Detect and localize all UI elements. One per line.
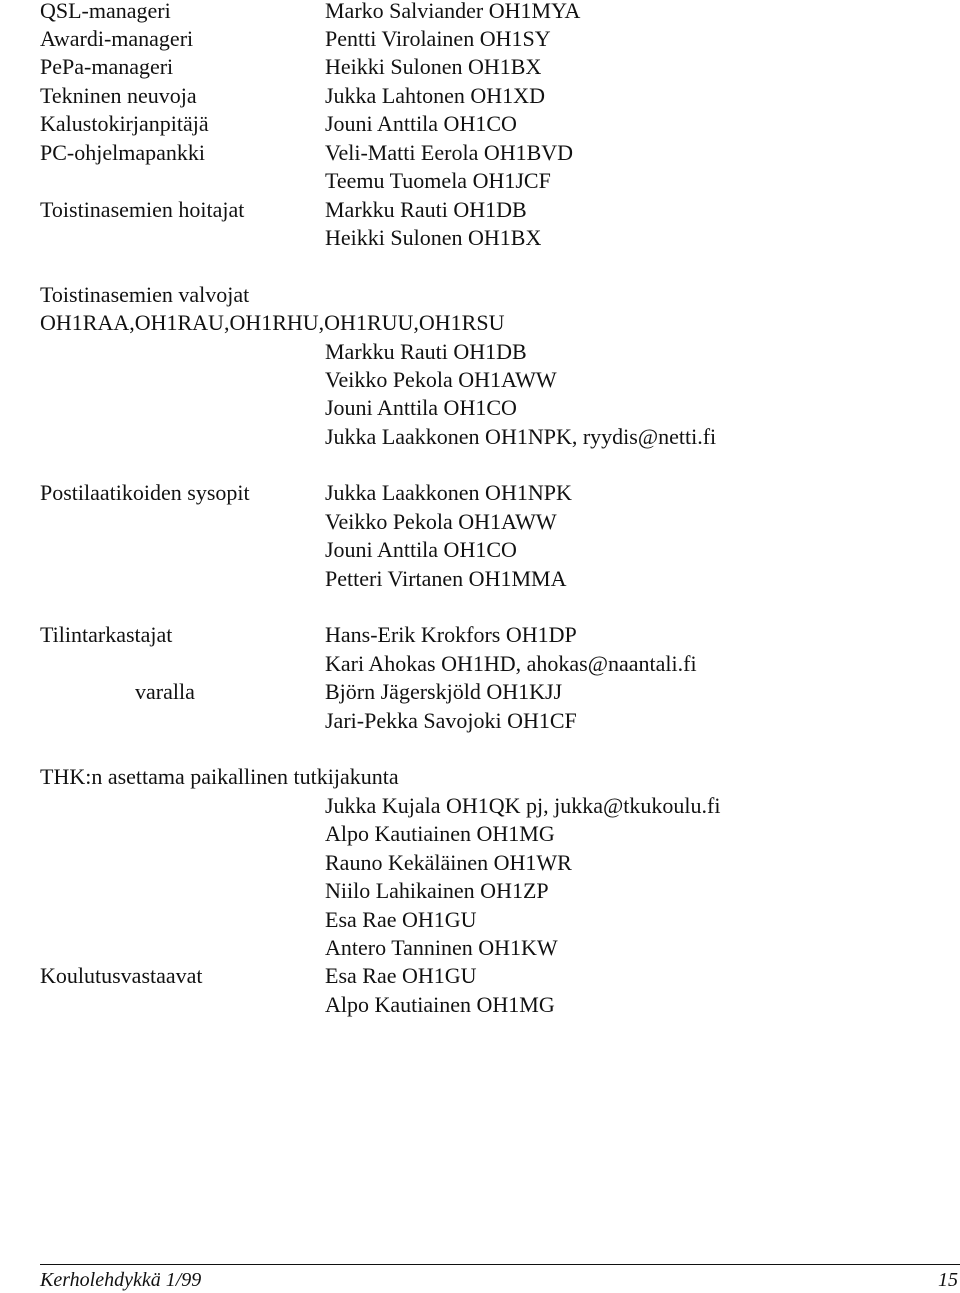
person-entry: Marko Salviander OH1MYA — [325, 0, 581, 23]
footer-publication: Kerholehdykkä 1/99 — [40, 1269, 202, 1291]
section-title-tutkijakunta: THK:n asettama paikallinen tutkijakunta — [40, 764, 399, 789]
role-kalustokirjanpitaja: Kalustokirjanpitäjä — [40, 111, 209, 136]
person-entry: Jukka Laakkonen OH1NPK, ryydis@netti.fi — [325, 424, 717, 449]
person-entry: Markku Rauti OH1DB — [325, 339, 527, 364]
person-entry: Heikki Sulonen OH1BX — [325, 225, 542, 250]
person-entry: Teemu Tuomela OH1JCF — [325, 168, 551, 193]
role-awardi-manageri: Awardi-manageri — [40, 26, 194, 51]
person-entry: Björn Jägerskjöld OH1KJJ — [325, 679, 563, 704]
person-entry: Petteri Virtanen OH1MMA — [325, 566, 567, 591]
person-entry: Jari-Pekka Savojoki OH1CF — [325, 708, 577, 733]
person-entry: Esa Rae OH1GU — [325, 963, 477, 988]
role-pepa-manageri: PePa-manageri — [40, 54, 174, 79]
role-tekninen-neuvoja: Tekninen neuvoja — [40, 83, 197, 108]
person-entry: Antero Tanninen OH1KW — [325, 935, 558, 960]
person-entry: Alpo Kautiainen OH1MG — [325, 821, 555, 846]
person-entry: Veikko Pekola OH1AWW — [325, 367, 557, 392]
person-entry: Jouni Anttila OH1CO — [325, 537, 517, 562]
person-entry: Pentti Virolainen OH1SY — [325, 26, 551, 51]
section-subtitle-varalla: varalla — [135, 679, 195, 704]
section-title-valvojat: Toistinasemien valvojat — [40, 282, 250, 307]
person-entry: Heikki Sulonen OH1BX — [325, 54, 542, 79]
role-toistinasemien-hoitajat: Toistinasemien hoitajat — [40, 197, 245, 222]
person-entry: Jukka Kujala OH1QK pj, jukka@tkukoulu.fi — [325, 793, 721, 818]
role-qsl-manageri: QSL-manageri — [40, 0, 171, 23]
person-entry: Markku Rauti OH1DB — [325, 197, 527, 222]
person-entry: Veikko Pekola OH1AWW — [325, 509, 557, 534]
person-entry: Jouni Anttila OH1CO — [325, 395, 517, 420]
person-entry: Kari Ahokas OH1HD, ahokas@naantali.fi — [325, 651, 697, 676]
section-title-tilintarkastajat: Tilintarkastajat — [40, 622, 173, 647]
person-entry: Esa Rae OH1GU — [325, 907, 477, 932]
person-entry: Jukka Laakkonen OH1NPK — [325, 480, 572, 505]
person-entry: Hans-Erik Krokfors OH1DP — [325, 622, 577, 647]
role-pc-ohjelmapankki: PC-ohjelmapankki — [40, 140, 205, 165]
person-entry: Rauno Kekäläinen OH1WR — [325, 850, 572, 875]
section-title-koulutusvastaavat: Koulutusvastaavat — [40, 963, 203, 988]
footer-divider — [40, 1264, 960, 1265]
station-list: OH1RAA,OH1RAU,OH1RHU,OH1RUU,OH1RSU — [40, 310, 505, 335]
person-entry: Niilo Lahikainen OH1ZP — [325, 878, 549, 903]
footer-page-number: 15 — [938, 1269, 958, 1291]
person-entry: Jouni Anttila OH1CO — [325, 111, 517, 136]
section-title-sysopit: Postilaatikoiden sysopit — [40, 480, 250, 505]
person-entry: Veli-Matti Eerola OH1BVD — [325, 140, 574, 165]
person-entry: Alpo Kautiainen OH1MG — [325, 992, 555, 1017]
person-entry: Jukka Lahtonen OH1XD — [325, 83, 545, 108]
